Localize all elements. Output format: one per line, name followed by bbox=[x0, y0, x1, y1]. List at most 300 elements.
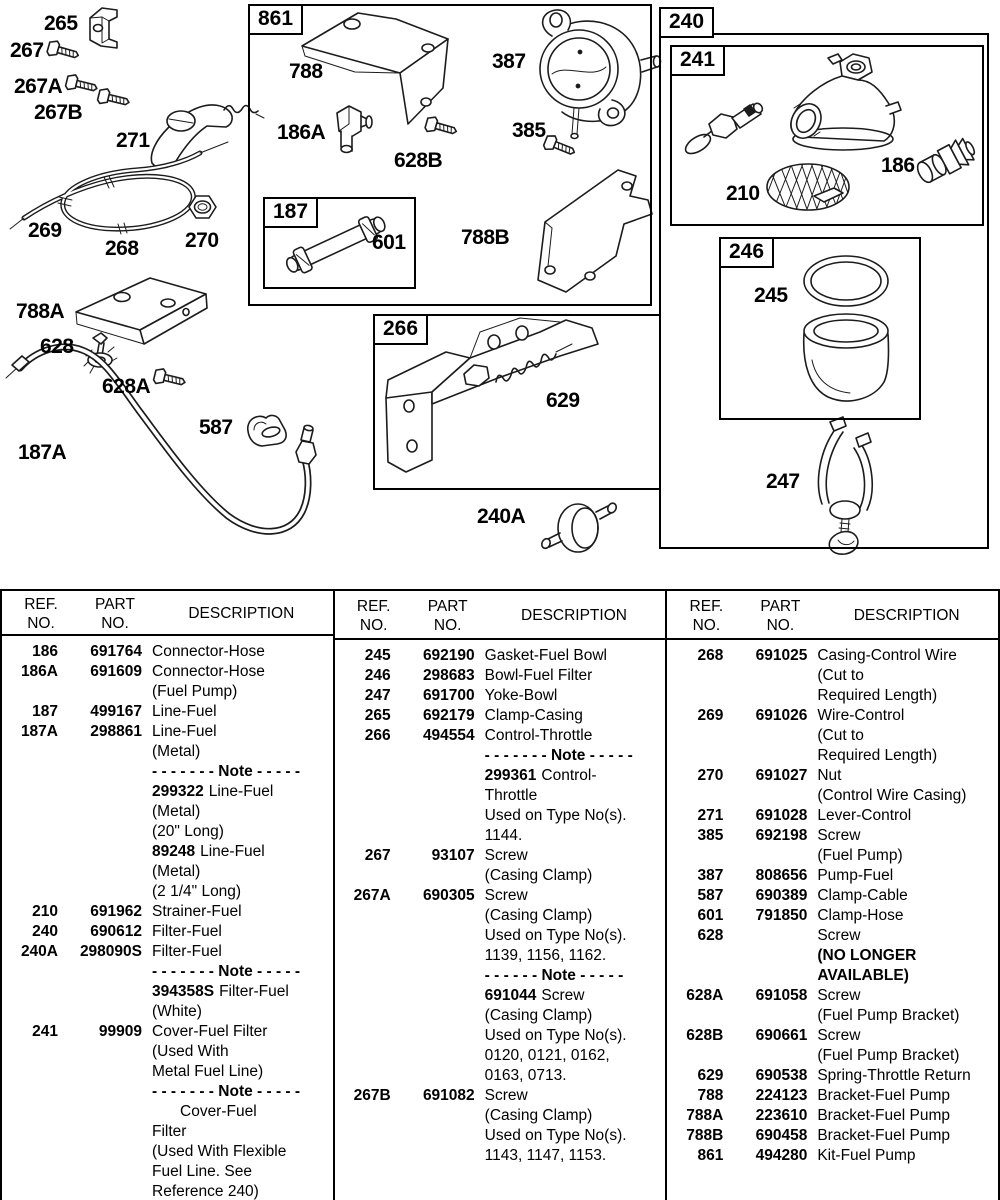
col-header-part: PART NO. bbox=[427, 597, 468, 634]
screw-267b-sketch bbox=[97, 87, 131, 110]
ref-no bbox=[2, 1162, 58, 1182]
ref-no bbox=[667, 786, 723, 806]
part-no bbox=[391, 1026, 475, 1046]
callout-601: 601 bbox=[372, 231, 406, 254]
part-no bbox=[58, 1182, 142, 1200]
description: Used on Type No(s). bbox=[484, 927, 627, 944]
description: (Control Wire Casing) bbox=[817, 787, 967, 804]
table-row bbox=[2, 942, 333, 962]
table-row bbox=[667, 806, 998, 826]
description: Connector-Hose bbox=[152, 663, 265, 680]
description: (Fuel Pump) bbox=[817, 847, 903, 864]
ref-no bbox=[335, 1126, 391, 1146]
part-no: 791850 bbox=[755, 907, 808, 924]
table-row bbox=[335, 986, 666, 1006]
callout-788: 788 bbox=[289, 60, 323, 83]
diagram-area bbox=[0, 0, 1000, 588]
col-header-part: PART NO. bbox=[95, 595, 135, 632]
ref-no: 271 bbox=[697, 807, 724, 824]
part-no bbox=[391, 946, 475, 966]
description: 89248 Line-Fuel bbox=[152, 843, 265, 860]
group-box-label-240: 240 bbox=[659, 7, 714, 38]
description: Connector-Hose bbox=[152, 643, 265, 660]
description: Clamp-Casing bbox=[484, 707, 583, 724]
part-no: 224123 bbox=[755, 1087, 808, 1104]
part-no: 691058 bbox=[755, 987, 808, 1004]
part-no: 298090S bbox=[79, 943, 142, 960]
group-box-label-266: 266 bbox=[373, 314, 428, 345]
part-no bbox=[58, 802, 142, 822]
col-header-description: DESCRIPTION bbox=[521, 606, 627, 624]
ref-no: 247 bbox=[364, 687, 391, 704]
table-row bbox=[2, 882, 333, 902]
callout-187A: 187A bbox=[18, 441, 67, 464]
table-row bbox=[667, 646, 998, 666]
table-row bbox=[335, 966, 666, 986]
ref-no: 267A bbox=[353, 887, 391, 904]
ref-no bbox=[335, 1046, 391, 1066]
table-row bbox=[667, 706, 998, 726]
description: Clamp-Cable bbox=[817, 887, 908, 904]
ref-no bbox=[335, 946, 391, 966]
ref-no bbox=[2, 1122, 58, 1142]
description: Throttle bbox=[484, 787, 538, 804]
table-row bbox=[2, 862, 333, 882]
description: Clamp-Hose bbox=[817, 907, 904, 924]
table-body bbox=[2, 636, 333, 1200]
table-row bbox=[335, 1066, 666, 1086]
ref-no: 266 bbox=[364, 727, 391, 744]
table-row bbox=[667, 686, 998, 706]
part-no bbox=[58, 1002, 142, 1022]
table-row bbox=[667, 666, 998, 686]
description: Required Length) bbox=[817, 747, 938, 764]
callout-247: 247 bbox=[766, 470, 800, 493]
part-no: 691082 bbox=[422, 1087, 475, 1104]
part-no bbox=[723, 686, 807, 706]
ref-no: 270 bbox=[697, 767, 724, 784]
description: Bracket-Fuel Pump bbox=[817, 1107, 951, 1124]
table-row bbox=[667, 866, 998, 886]
table-row bbox=[335, 666, 666, 686]
part-no bbox=[58, 882, 142, 902]
table-row bbox=[2, 842, 333, 862]
table-body bbox=[335, 640, 666, 1166]
description: - - - - - - - Note - - - - - bbox=[152, 763, 301, 780]
ref-no bbox=[667, 666, 723, 686]
ref-no bbox=[2, 742, 58, 762]
ref-no: 587 bbox=[697, 887, 724, 904]
description: Bracket-Fuel Pump bbox=[817, 1087, 951, 1104]
callout-269: 269 bbox=[28, 219, 62, 242]
ref-no bbox=[2, 842, 58, 862]
screw-267-sketch bbox=[46, 39, 80, 63]
part-no bbox=[723, 786, 807, 806]
ref-no: 186 bbox=[32, 643, 58, 660]
callout-628: 628 bbox=[40, 335, 74, 358]
description: 0163, 0713. bbox=[484, 1067, 567, 1084]
part-no bbox=[391, 786, 475, 806]
ref-no bbox=[667, 846, 723, 866]
table-row bbox=[667, 926, 998, 946]
callout-587: 587 bbox=[199, 416, 233, 439]
ref-no: 267 bbox=[364, 847, 391, 864]
table-row bbox=[667, 966, 998, 986]
ref-no: 628A bbox=[686, 987, 724, 1004]
description: (Metal) bbox=[152, 803, 201, 820]
description: Screw bbox=[817, 827, 861, 844]
description: Kit-Fuel Pump bbox=[817, 1147, 916, 1164]
table-row bbox=[2, 702, 333, 722]
part-no: 692198 bbox=[755, 827, 808, 844]
description: Gasket-Fuel Bowl bbox=[484, 647, 607, 664]
part-no: 93107 bbox=[431, 847, 475, 864]
table-column-2 bbox=[335, 591, 668, 1200]
part-no bbox=[58, 1082, 142, 1102]
part-no: 690389 bbox=[755, 887, 808, 904]
col-header-ref: REF. NO. bbox=[689, 597, 724, 634]
part-no: 691025 bbox=[755, 647, 808, 664]
table-row bbox=[335, 806, 666, 826]
part-no bbox=[391, 966, 475, 986]
ref-no bbox=[2, 1082, 58, 1102]
part-no: 690661 bbox=[755, 1027, 808, 1044]
description: Line-Fuel bbox=[152, 723, 217, 740]
part-no bbox=[58, 1102, 142, 1122]
table-row bbox=[2, 1162, 333, 1182]
ref-no: 269 bbox=[697, 707, 724, 724]
description: Control-Throttle bbox=[484, 727, 593, 744]
table-column-3 bbox=[667, 591, 998, 1200]
table-row bbox=[2, 1102, 333, 1122]
description: 1143, 1147, 1153. bbox=[484, 1147, 607, 1164]
description: Pump-Fuel bbox=[817, 867, 894, 884]
ref-no: 186A bbox=[20, 663, 58, 680]
part-no bbox=[58, 1062, 142, 1082]
part-no: 690538 bbox=[755, 1067, 808, 1084]
description: Yoke-Bowl bbox=[484, 687, 558, 704]
ref-no: 240 bbox=[32, 923, 58, 940]
table-row bbox=[667, 1106, 998, 1126]
callout-210: 210 bbox=[726, 182, 760, 205]
ref-no bbox=[2, 982, 58, 1002]
table-row bbox=[667, 986, 998, 1006]
parts-table bbox=[0, 589, 1000, 1200]
table-row bbox=[667, 1146, 998, 1166]
callout-788B: 788B bbox=[461, 226, 510, 249]
part-no: 690305 bbox=[422, 887, 475, 904]
col-header-part: PART NO. bbox=[760, 597, 801, 634]
table-row bbox=[335, 1006, 666, 1026]
description: (Casing Clamp) bbox=[484, 1107, 593, 1124]
table-row bbox=[667, 946, 998, 966]
ref-no: 241 bbox=[32, 1023, 58, 1040]
part-no bbox=[391, 866, 475, 886]
description: 1139, 1156, 1162. bbox=[484, 947, 607, 964]
ref-no: 629 bbox=[697, 1067, 724, 1084]
description: Screw bbox=[817, 987, 861, 1004]
table-row bbox=[667, 766, 998, 786]
table-row bbox=[335, 1146, 666, 1166]
description: (Cut to bbox=[817, 727, 864, 744]
description: Required Length) bbox=[817, 687, 938, 704]
table-row bbox=[335, 1086, 666, 1106]
description: Screw bbox=[817, 927, 861, 944]
description: (Casing Clamp) bbox=[484, 1007, 593, 1024]
ref-no bbox=[335, 806, 391, 826]
table-row bbox=[2, 742, 333, 762]
table-row bbox=[335, 1106, 666, 1126]
part-no bbox=[723, 666, 807, 686]
ref-no bbox=[335, 1146, 391, 1166]
table-row bbox=[2, 1002, 333, 1022]
description: Bracket-Fuel Pump bbox=[817, 1127, 951, 1144]
col-header-description: DESCRIPTION bbox=[188, 604, 295, 622]
description: (NO LONGER bbox=[817, 947, 917, 964]
ref-no bbox=[335, 926, 391, 946]
ref-no bbox=[2, 962, 58, 982]
description: Screw bbox=[484, 887, 528, 904]
description: - - - - - - - Note - - - - - bbox=[152, 1083, 301, 1100]
callout-268: 268 bbox=[105, 237, 139, 260]
part-no bbox=[723, 966, 807, 986]
table-row bbox=[335, 866, 666, 886]
cable-clamp-sketch bbox=[248, 415, 286, 446]
table-row bbox=[2, 922, 333, 942]
group-box-label-246: 246 bbox=[719, 237, 774, 268]
table-row bbox=[335, 946, 666, 966]
ref-no bbox=[667, 726, 723, 746]
table-row bbox=[2, 1122, 333, 1142]
part-no: 690612 bbox=[90, 923, 142, 940]
col-header-ref: REF. NO. bbox=[24, 595, 58, 632]
ref-no: 267B bbox=[353, 1087, 391, 1104]
part-no bbox=[58, 962, 142, 982]
ref-no bbox=[2, 1182, 58, 1200]
description: (Cut to bbox=[817, 667, 864, 684]
table-header bbox=[2, 591, 333, 636]
table-row bbox=[667, 846, 998, 866]
table-row bbox=[335, 686, 666, 706]
table-body bbox=[667, 640, 998, 1166]
part-no: 692190 bbox=[422, 647, 475, 664]
ref-no bbox=[2, 1142, 58, 1162]
part-no bbox=[723, 726, 807, 746]
part-no bbox=[391, 1006, 475, 1026]
table-row bbox=[2, 662, 333, 682]
description: Used on Type No(s). bbox=[484, 1127, 627, 1144]
description: (Casing Clamp) bbox=[484, 907, 593, 924]
screw-267a-sketch bbox=[65, 73, 99, 96]
callout-267B: 267B bbox=[34, 101, 83, 124]
table-row bbox=[2, 722, 333, 742]
description: Nut bbox=[817, 767, 842, 784]
ref-no bbox=[335, 906, 391, 926]
table-row bbox=[2, 1022, 333, 1042]
ref-no bbox=[667, 946, 723, 966]
callout-267A: 267A bbox=[14, 75, 63, 98]
table-row bbox=[2, 802, 333, 822]
ref-no bbox=[335, 746, 391, 766]
ref-no bbox=[2, 862, 58, 882]
table-row bbox=[667, 906, 998, 926]
description: (Used With bbox=[152, 1043, 229, 1060]
nut-sketch bbox=[189, 196, 216, 218]
description: (Fuel Pump Bracket) bbox=[817, 1007, 960, 1024]
table-row bbox=[667, 726, 998, 746]
callout-628A: 628A bbox=[102, 375, 151, 398]
part-no: 691700 bbox=[422, 687, 475, 704]
description: (Fuel Pump) bbox=[152, 683, 238, 700]
clamp-casing-sketch bbox=[90, 8, 117, 48]
inline-fuel-filter-sketch bbox=[540, 502, 617, 552]
ref-no: 601 bbox=[697, 907, 724, 924]
part-no bbox=[391, 906, 475, 926]
description: Bowl-Fuel Filter bbox=[484, 667, 593, 684]
table-row bbox=[335, 1026, 666, 1046]
description: 691044 Screw bbox=[484, 987, 585, 1004]
table-row bbox=[667, 746, 998, 766]
description: - - - - - - Note - - - - - bbox=[484, 967, 624, 984]
ref-no: 385 bbox=[697, 827, 724, 844]
ref-no bbox=[335, 986, 391, 1006]
description: Filter bbox=[152, 1123, 187, 1140]
part-no bbox=[391, 986, 475, 1006]
description: Lever-Control bbox=[817, 807, 912, 824]
table-row bbox=[2, 822, 333, 842]
ref-no bbox=[2, 822, 58, 842]
callout-628B: 628B bbox=[394, 149, 443, 172]
group-box-241 bbox=[670, 45, 984, 226]
ref-no: 861 bbox=[697, 1147, 724, 1164]
description: Reference 240) bbox=[152, 1183, 259, 1200]
part-no bbox=[58, 862, 142, 882]
col-header-ref: REF. NO. bbox=[356, 597, 391, 634]
table-row bbox=[335, 826, 666, 846]
description: (20" Long) bbox=[152, 823, 224, 840]
table-row bbox=[335, 886, 666, 906]
table-row bbox=[667, 1086, 998, 1106]
part-no: 691764 bbox=[90, 643, 142, 660]
col-header-description: DESCRIPTION bbox=[853, 606, 960, 624]
ref-no: 187 bbox=[32, 703, 58, 720]
part-no bbox=[391, 1126, 475, 1146]
description: Cover-Fuel Filter bbox=[152, 1023, 268, 1040]
part-no bbox=[58, 1122, 142, 1142]
part-no: 99909 bbox=[98, 1023, 142, 1040]
description: Casing-Control Wire bbox=[817, 647, 957, 664]
table-row bbox=[335, 846, 666, 866]
part-no bbox=[723, 926, 807, 946]
ref-no: 628 bbox=[697, 927, 724, 944]
part-no bbox=[58, 1042, 142, 1062]
ref-no: 268 bbox=[697, 647, 724, 664]
ref-no bbox=[2, 1102, 58, 1122]
ref-no bbox=[667, 746, 723, 766]
ref-no bbox=[2, 1042, 58, 1062]
table-row bbox=[2, 642, 333, 662]
group-box-label-861: 861 bbox=[248, 4, 303, 35]
part-no bbox=[391, 1146, 475, 1166]
callout-270: 270 bbox=[185, 229, 219, 252]
table-row bbox=[335, 1126, 666, 1146]
ref-no bbox=[335, 1026, 391, 1046]
part-no: 808656 bbox=[755, 867, 808, 884]
table-row bbox=[667, 1046, 998, 1066]
part-no bbox=[723, 1006, 807, 1026]
table-row bbox=[2, 1042, 333, 1062]
description: Strainer-Fuel bbox=[152, 903, 242, 920]
ref-no bbox=[2, 882, 58, 902]
description: (Metal) bbox=[152, 743, 201, 760]
description: (Fuel Pump Bracket) bbox=[817, 1047, 960, 1064]
description: (White) bbox=[152, 1003, 202, 1020]
part-no bbox=[391, 826, 475, 846]
table-row bbox=[2, 962, 333, 982]
screw-628a-sketch bbox=[153, 367, 187, 390]
ref-no bbox=[2, 1062, 58, 1082]
part-no: 494554 bbox=[422, 727, 475, 744]
part-no bbox=[58, 1162, 142, 1182]
table-row bbox=[335, 786, 666, 806]
description: Screw bbox=[817, 1027, 861, 1044]
ref-no bbox=[2, 682, 58, 702]
description: - - - - - - - Note - - - - - bbox=[484, 747, 633, 764]
callout-267: 267 bbox=[10, 39, 44, 62]
table-row bbox=[667, 1066, 998, 1086]
part-no: 691609 bbox=[90, 663, 142, 680]
description: Screw bbox=[484, 847, 528, 864]
bracket-788a-sketch bbox=[76, 278, 207, 344]
description: Filter-Fuel bbox=[152, 943, 222, 960]
table-row bbox=[335, 906, 666, 926]
part-no bbox=[391, 766, 475, 786]
part-no bbox=[723, 846, 807, 866]
part-no: 298861 bbox=[90, 723, 142, 740]
part-no bbox=[723, 1046, 807, 1066]
description: (Casing Clamp) bbox=[484, 867, 593, 884]
part-no: 690458 bbox=[755, 1127, 808, 1144]
ref-no: 788 bbox=[697, 1087, 724, 1104]
ref-no: 788A bbox=[686, 1107, 724, 1124]
ref-no: 265 bbox=[364, 707, 391, 724]
table-column-1 bbox=[2, 591, 335, 1200]
group-box-label-187: 187 bbox=[263, 197, 318, 228]
callout-385: 385 bbox=[512, 119, 546, 142]
ref-no: 187A bbox=[20, 723, 58, 740]
ref-no bbox=[2, 802, 58, 822]
part-no: 691027 bbox=[755, 767, 808, 784]
description: (2 1/4" Long) bbox=[152, 883, 242, 900]
table-row bbox=[335, 766, 666, 786]
table-row bbox=[667, 1006, 998, 1026]
part-no: 223610 bbox=[755, 1107, 808, 1124]
part-no: 691962 bbox=[90, 903, 142, 920]
part-no bbox=[58, 822, 142, 842]
part-no: 499167 bbox=[90, 703, 142, 720]
table-header bbox=[667, 591, 998, 640]
ref-no bbox=[667, 966, 723, 986]
description: Filter-Fuel bbox=[152, 923, 222, 940]
table-row bbox=[667, 1126, 998, 1146]
part-no bbox=[58, 842, 142, 862]
table-row bbox=[2, 982, 333, 1002]
description: Screw bbox=[484, 1087, 528, 1104]
description: 394358S Filter-Fuel bbox=[152, 983, 289, 1000]
description: - - - - - - - Note - - - - - bbox=[152, 963, 301, 980]
description: Wire-Control bbox=[817, 707, 905, 724]
table-row bbox=[2, 762, 333, 782]
